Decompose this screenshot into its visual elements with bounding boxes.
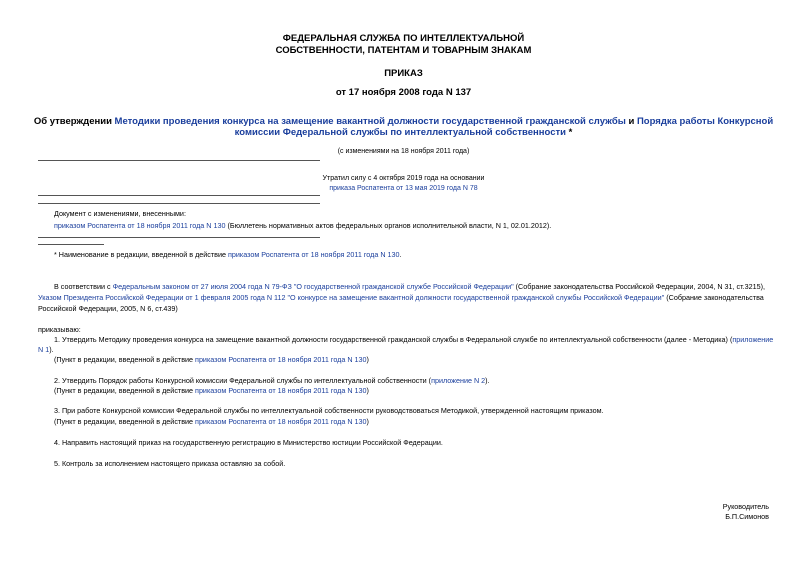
doc-date-number: от 17 ноября 2008 года N 137 (335, 87, 472, 98)
edition-note-link[interactable]: приказом Роспатента от 18 ноября 2011 года N 130 (195, 417, 367, 426)
lost-force-text: Утратил силу с 4 октября 2019 года на основании (322, 175, 485, 182)
footnote-divider (38, 244, 104, 245)
item-1 (54, 334, 773, 345)
item-1-cont (38, 344, 54, 355)
footnote-link[interactable]: приказом Роспатента от 18 ноября 2011 года N 130 (228, 250, 400, 259)
preamble-t3: (Собрание законодательства (664, 293, 764, 302)
signature-position: Руководитель (722, 502, 769, 511)
title-prefix: Об утверждении (33, 116, 115, 127)
changes-line (54, 220, 551, 231)
item-1-end: ). (49, 345, 54, 354)
preamble-line2 (38, 292, 764, 303)
footnote (54, 249, 402, 260)
appendix-2-link[interactable]: приложение N 2 (431, 376, 486, 385)
presidential-decree-link[interactable]: Указом Президента Российской Федерации от 1 февраля 2005 года N 112 "О конкурсе на замещение вакантной должности государственной гражданской службы Российской Федерации" (38, 293, 665, 302)
footnote-end: . (399, 250, 402, 259)
edition-note-end: ) (366, 386, 369, 395)
changes-intro: Документ с изменениями, внесенными: (54, 209, 186, 218)
lost-force-link[interactable]: приказа Роспатента от 13 мая 2019 года N 78 (329, 185, 478, 192)
appendix-1-link-cont[interactable]: N 1 (38, 345, 50, 354)
item-4: 4. Направить настоящий приказ на государственную регистрацию в Министерство юстиции Российской Федерации. (54, 438, 443, 447)
divider (38, 237, 320, 238)
methodology-link[interactable]: Методики проведения конкурса на замещение вакантной должности государственной гражданской службы (114, 116, 626, 127)
appendix-1-link[interactable]: приложение (732, 335, 774, 344)
item-2-text: 2. Утвердить Порядок работы Конкурсной комиссии Федеральной службы по интеллектуальной собственности ( (54, 376, 432, 385)
edition-note (54, 385, 369, 396)
item-2-end: ). (485, 376, 490, 385)
divider (38, 203, 320, 204)
footnote-text: * Наименование в редакции, введенной в действие (54, 250, 229, 259)
changes-source: (Бюллетень нормативных актов федеральных органов исполнительной власти, N 1, 02.01.2012). (225, 221, 552, 230)
doc-type: ПРИКАЗ (384, 68, 423, 79)
preamble-line3: Российской Федерации, 2005, N 6, ст.439) (38, 304, 178, 313)
org-name-line1: ФЕДЕРАЛЬНАЯ СЛУЖБА ПО ИНТЕЛЛЕКТУАЛЬНОЙ (282, 33, 525, 44)
amendment-note: (с изменениями на 18 ноября 2011 года) (337, 148, 470, 155)
edition-note-end: ) (366, 417, 369, 426)
edition-note (54, 416, 369, 427)
edition-note-text: (Пункт в редакции, введенной в действие (54, 386, 196, 395)
edition-note-link[interactable]: приказом Роспатента от 18 ноября 2011 года N 130 (195, 355, 367, 364)
procedure-link-cont[interactable]: комиссии Федеральной службы по интеллектуальной собственности (234, 127, 566, 138)
preamble-line1 (54, 281, 765, 292)
item-5: 5. Контроль за исполнением настоящего приказа оставляю за собой. (54, 459, 286, 468)
org-name-line2: СОБСТВЕННОСТИ, ПАТЕНТАМ И ТОВАРНЫМ ЗНАКАМ (275, 45, 532, 56)
signature-name: Б.П.Симонов (725, 512, 769, 521)
preamble-t1: В соответствии с (54, 282, 113, 291)
federal-law-link[interactable]: Федеральным законом от 27 июля 2004 года N 79-ФЗ "О государственной гражданской службе Российской Федерации" (112, 282, 514, 291)
changes-order-link[interactable]: приказом Роспатента от 18 ноября 2011 года N 130 (54, 221, 226, 230)
edition-note-text: (Пункт в редакции, введенной в действие (54, 355, 196, 364)
procedure-link[interactable]: Порядка работы Конкурсной (636, 116, 774, 127)
item-3: 3. При работе Конкурсной комиссии Федеральной службы по интеллектуальной собственности руководствоваться Методикой, утвержденной настоящим приказом. (54, 406, 604, 415)
edition-note-link[interactable]: приказом Роспатента от 18 ноября 2011 года N 130 (195, 386, 367, 395)
doc-title-line2 (0, 127, 807, 139)
title-star: * (565, 127, 573, 138)
edition-note (54, 354, 369, 365)
edition-note-end: ) (366, 355, 369, 364)
preamble-t2: (Собрание законодательства Российской Федерации, 2004, N 31, ст.3215), (513, 282, 765, 291)
divider (38, 195, 320, 196)
item-1-text: 1. Утвердить Методику проведения конкурса на замещение вакантной должности государственной гражданской службы в Федеральной службе по интеллектуальной собственности (далее - Методика) ( (54, 335, 733, 344)
edition-note-text: (Пункт в редакции, введенной в действие (54, 417, 196, 426)
title-middle: и (625, 116, 637, 127)
order-word: приказываю: (38, 325, 81, 334)
divider (38, 160, 320, 161)
